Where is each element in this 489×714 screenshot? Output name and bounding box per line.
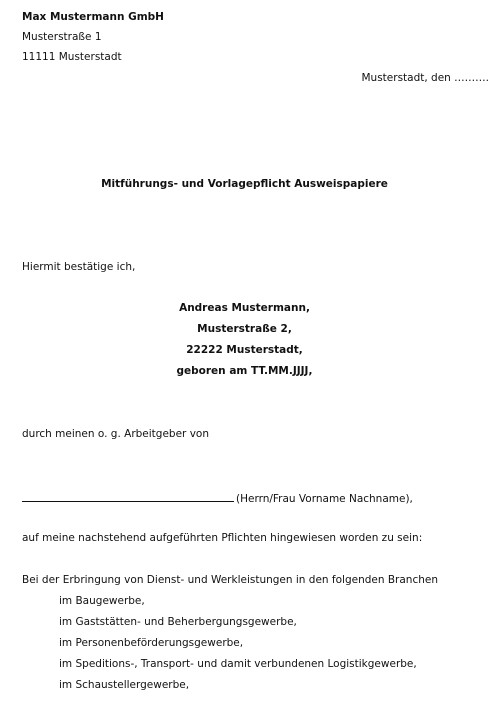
place-date: Musterstadt, den ………. [361, 72, 489, 84]
sectors-intro: Bei der Erbringung von Dienst- und Werkleistungen in den folgenden Branchen [22, 574, 439, 586]
sender-street: Musterstraße 1 [22, 31, 102, 43]
subject-heading: Mitführungs- und Vorlagepflicht Ausweispapiere [101, 178, 388, 190]
employee-city: 22222 Musterstadt, [186, 344, 303, 356]
sender-company: Max Mustermann GmbH [22, 11, 164, 23]
employee-street: Musterstraße 2, [197, 323, 292, 335]
sector-item: im Speditions-, Transport- und damit verbundenen Logistikgewerbe, [59, 658, 417, 670]
duties-line: auf meine nachstehend aufgeführten Pflichten hingewiesen worden zu sein: [22, 532, 423, 544]
intro-text: Hiermit bestätige ich, [22, 261, 136, 273]
sector-item: im Schaustellergewerbe, [59, 679, 190, 691]
signature-hint: (Herrn/Frau Vorname Nachname), [236, 493, 413, 505]
name-blank-line [22, 490, 234, 502]
signature-line-row [22, 490, 413, 506]
sector-item: im Baugewerbe, [59, 595, 145, 607]
sender-city: 11111 Musterstadt [22, 51, 122, 63]
employer-line: durch meinen o. g. Arbeitgeber von [22, 428, 209, 440]
employee-name: Andreas Mustermann, [179, 302, 310, 314]
sector-item: im Gaststätten- und Beherbergungsgewerbe, [59, 616, 297, 628]
employee-birthdate: geboren am TT.MM.JJJJ, [176, 365, 313, 377]
sector-item: im Personenbeförderungsgewerbe, [59, 637, 244, 649]
